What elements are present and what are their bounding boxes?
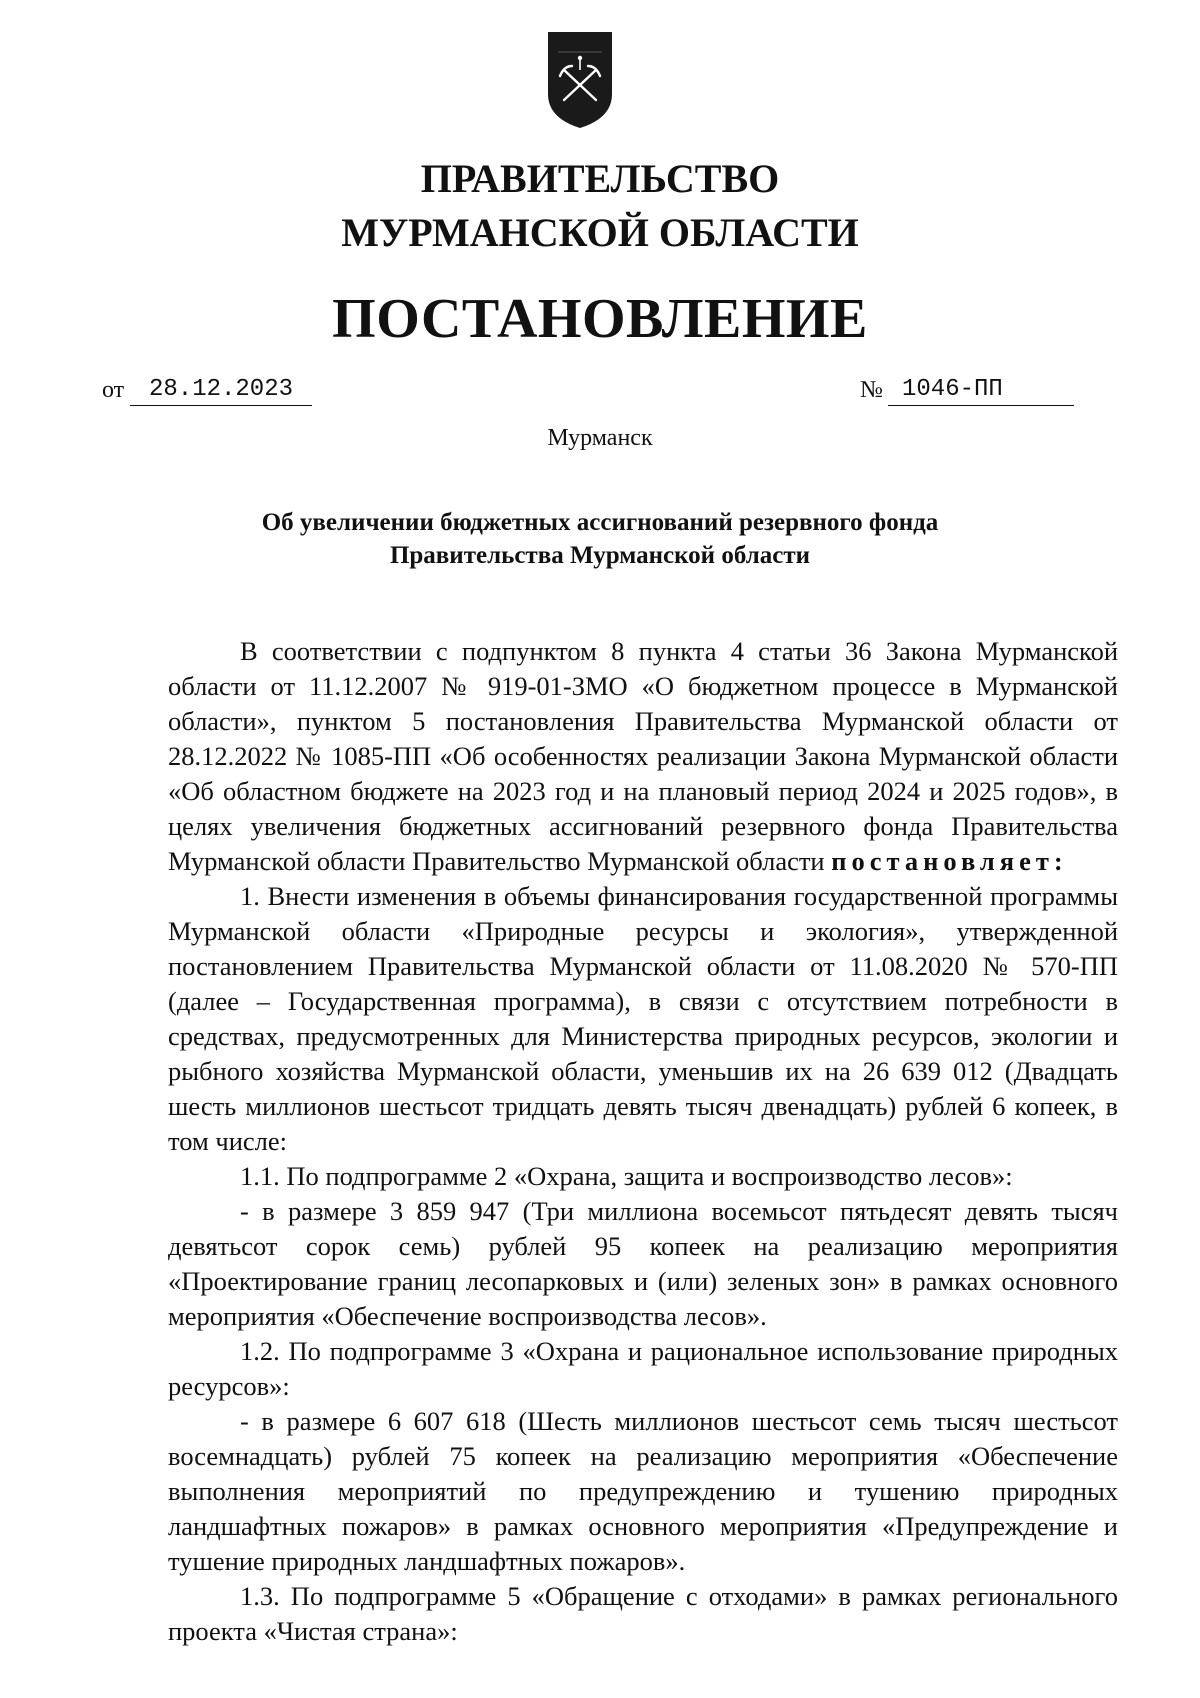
resolves-word: постановляет: <box>831 846 1068 876</box>
paragraph-item-1-1-a: - в размере 3 859 947 (Три миллиона восемьсот пятьдесят девять тысяч девятьсот сорок семь) рублей 95 копеек на реализацию мероприятия «Проектирование границ лесопарковых и (или) зеленых зон» в рамках основного мероприятия «Обеспечение воспроизводства лесов». <box>168 1196 1118 1331</box>
number-prefix: № <box>860 377 883 403</box>
document-body <box>168 634 1118 1649</box>
preamble-text: В соответствии с подпунктом 8 пункта 4 статьи 36 Закона Мурманской области от 11.12.2007 № 919-01-ЗМО «О бюджетном процессе в Мурманской области», пунктом 5 постановления Правительства Мурманской области от 28.12.2022 № 1085-ПП «Об особенностях реализации Закона Мурманской области «Об областном бюджете на 2023 год и на плановый период 2024 и 2025 годов», в целях увеличения бюджетных ассигнований резервного фонда Правительства Мурманской области Правительство Мурманской области <box>168 636 1118 876</box>
date-prefix: от <box>102 377 125 403</box>
organization-name-line2: МУРМАНСКОЙ ОБЛАСТИ <box>341 210 859 255</box>
paragraph-item-1-2-a: - в размере 6 607 618 (Шесть миллионов шестьсот семь тысяч шестьсот восемнадцать) рублей 75 копеек на реализацию мероприятия «Обеспечение выполнения мероприятий по предупреждению и тушению природных ландшафтных пожаров» в рамках основного мероприятия «Предупреждение и тушение природных ландшафтных пожаров». <box>168 1406 1118 1576</box>
organization-name-line1: ПРАВИТЕЛЬСТВО <box>420 156 780 201</box>
document-number: 1046-ПП <box>888 375 1074 406</box>
paragraph-item-1-2: 1.2. По подпрограмме 3 «Охрана и рациональное использование природных ресурсов»: <box>168 1336 1118 1401</box>
paragraph-item-1-3: 1.3. По подпрограмме 5 «Обращение с отходами» в рамках регионального проекта «Чистая страна»: <box>168 1581 1118 1646</box>
paragraph-item-1: 1. Внести изменения в объемы финансирования государственной программы Мурманской области «Природные ресурсы и экология», утвержденной постановлением Правительства Мурманской области от 11.08.2020 № 570-ПП (далее – Государственная программа), в связи с отсутствием потребности в средствах, предусмотренных для Министерства природных ресурсов, экологии и рыбного хозяйства Мурманской области, уменьшив их на 26 639 012 (Двадцать шесть миллионов шестьсот тридцать девять тысяч двенадцать) рублей 6 копеек, в том числе: <box>168 881 1118 1156</box>
subject-title-line2: Правительства Мурманской области <box>389 542 811 569</box>
subject-title-line1: Об увеличении бюджетных ассигнований резервного фонда <box>261 509 939 536</box>
coat-of-arms-emblem <box>546 30 614 130</box>
paragraph-item-1-1: 1.1. По подпрограмме 2 «Охрана, защита и воспроизводство лесов»: <box>240 1161 1013 1191</box>
document-type-title: ПОСТАНОВЛЕНИЕ <box>332 288 868 350</box>
city-name: Мурманск <box>547 425 653 451</box>
document-date: 28.12.2023 <box>130 375 312 406</box>
preamble-paragraph <box>168 634 1118 879</box>
